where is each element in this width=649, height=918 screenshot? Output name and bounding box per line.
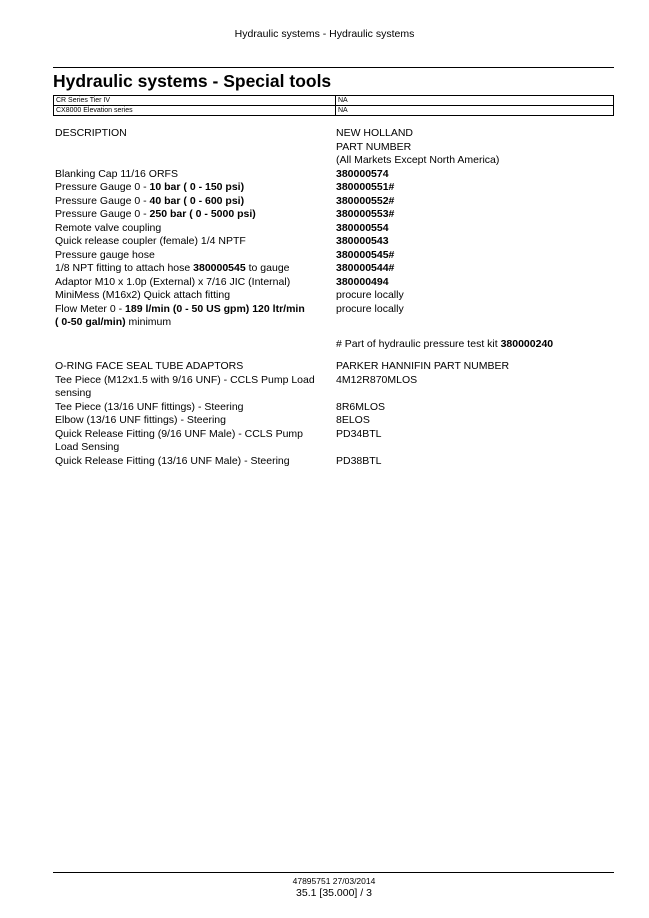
tool-description: Adaptor M10 x 1.0p (External) x 7/16 JIC (Internal)	[55, 275, 291, 288]
col-header-part-line: PART NUMBER	[336, 140, 412, 153]
col-header-part-number	[336, 127, 615, 168]
adaptor-part-number: PD34BTL	[336, 427, 382, 440]
table-row	[55, 428, 615, 455]
desc-bold-text: 380000545	[193, 262, 246, 274]
applicability-model: CR Series Tier IV	[54, 96, 336, 106]
table-row	[55, 249, 615, 263]
tool-description: MiniMess (M16x2) Quick attach fitting	[55, 289, 231, 301]
kit-note-text: # Part of hydraulic pressure test kit	[336, 337, 501, 350]
desc-bold-text: 189 l/min (0 - 50 US gpm) 120 ltr/min	[125, 302, 305, 315]
adaptor-part-number: 4M12R870MLOS	[336, 373, 418, 386]
col-header-description: DESCRIPTION	[55, 127, 127, 139]
desc-text: 1/8 NPT fitting to attach hose	[55, 262, 194, 274]
kit-note	[336, 338, 615, 352]
applicability-row	[54, 106, 614, 116]
footer-document-ref: 47895751 27/03/2014	[292, 876, 376, 886]
adaptor-description: Tee Piece (13/16 UNF fittings) - Steering	[55, 400, 244, 413]
desc-line: sensing	[55, 387, 92, 399]
table-row	[55, 455, 615, 469]
header-rule	[53, 67, 614, 68]
adaptor-part-number: 8ELOS	[336, 414, 370, 426]
table-row	[55, 374, 615, 401]
table-row	[55, 401, 615, 415]
table-row	[55, 222, 615, 236]
tool-part-number: procure locally	[336, 289, 404, 301]
tool-part-number: 380000494	[336, 275, 389, 288]
applicability-value: NA	[336, 106, 614, 116]
tool-description	[55, 195, 336, 209]
adaptor-description	[55, 428, 336, 455]
adaptors-table	[55, 360, 615, 468]
tool-description	[55, 262, 336, 276]
table-row	[55, 235, 615, 249]
adaptor-description: Elbow (13/16 UNF fittings) - Steering	[55, 414, 226, 426]
running-header: Hydraulic systems - Hydraulic systems	[234, 28, 415, 40]
desc-text: minimum	[125, 316, 172, 328]
adaptor-description: Quick Release Fitting (13/16 UNF Male) - Steering	[55, 454, 290, 467]
tool-description	[55, 181, 336, 195]
footer-page-ref: 35.1 [35.000] / 3	[296, 887, 372, 899]
table-row	[55, 414, 615, 428]
tool-part-number: 380000552#	[336, 194, 395, 207]
tool-part-number: 380000543	[336, 235, 389, 247]
applicability-table	[53, 95, 614, 116]
special-tools-table	[55, 127, 615, 351]
table-row	[55, 181, 615, 195]
kit-note-row	[55, 338, 615, 352]
desc-bold-text: 40 bar ( 0 - 600 psi)	[149, 194, 245, 207]
applicability-model: CX8000 Elevation series	[54, 106, 336, 116]
table-header	[55, 360, 615, 374]
tool-description	[55, 303, 336, 330]
desc-text: to gauge	[245, 262, 290, 274]
table-row	[55, 195, 615, 209]
desc-text: Pressure Gauge 0 -	[55, 181, 150, 193]
tool-part-number: 380000574	[336, 167, 389, 180]
table-header	[55, 127, 615, 168]
col-header-part-number: PARKER HANNIFIN PART NUMBER	[336, 360, 510, 372]
tool-description: Pressure gauge hose	[55, 248, 155, 261]
applicability-row	[54, 96, 614, 106]
tool-description: Quick release coupler (female) 1/4 NPTF	[55, 235, 246, 247]
desc-line: Tee Piece (M12x1.5 with 9/16 UNF) - CCLS Pump Load	[55, 373, 315, 386]
col-header-description: O-RING FACE SEAL TUBE ADAPTORS	[55, 360, 244, 372]
kit-note-part: 380000240	[500, 337, 554, 350]
tool-description: Remote valve coupling	[55, 221, 162, 234]
desc-line: Quick Release Fitting (9/16 UNF Male) - CCLS Pump	[55, 427, 303, 440]
tool-part-number: 380000554	[336, 221, 389, 234]
desc-bold-text: ( 0-50 gal/min)	[55, 316, 126, 328]
tool-part-number: 380000553#	[336, 208, 395, 220]
page-title: Hydraulic systems - Special tools	[53, 71, 332, 91]
adaptor-description	[55, 374, 336, 401]
desc-text: Pressure Gauge 0 -	[55, 208, 150, 220]
tool-description: Blanking Cap 11/16 ORFS	[55, 167, 178, 180]
desc-text: Pressure Gauge 0 -	[55, 194, 150, 207]
table-row	[55, 168, 615, 182]
table-row	[55, 262, 615, 276]
desc-bold-text: 10 bar ( 0 - 150 psi)	[149, 181, 245, 193]
table-row	[55, 208, 615, 222]
desc-line: Load Sensing	[55, 441, 120, 453]
desc-bold-text: 250 bar ( 0 - 5000 psi)	[149, 208, 256, 220]
tool-description	[55, 208, 336, 222]
tool-part-number: 380000545#	[336, 248, 395, 261]
tool-part-number: 380000544#	[336, 262, 395, 274]
applicability-value: NA	[336, 96, 614, 106]
tool-part-number: procure locally	[336, 302, 404, 315]
adaptor-part-number: 8R6MLOS	[336, 400, 386, 413]
table-row	[55, 276, 615, 290]
tool-part-number: 380000551#	[336, 181, 395, 193]
table-row	[55, 303, 615, 330]
footer-rule	[53, 872, 614, 873]
desc-text: Flow Meter 0 -	[55, 302, 126, 315]
col-header-part-line: NEW HOLLAND	[336, 127, 414, 139]
desc-line	[55, 316, 336, 330]
table-row	[55, 289, 615, 303]
adaptor-part-number: PD38BTL	[336, 454, 382, 467]
desc-line	[55, 303, 336, 317]
col-header-part-line: (All Markets Except North America)	[336, 154, 500, 166]
